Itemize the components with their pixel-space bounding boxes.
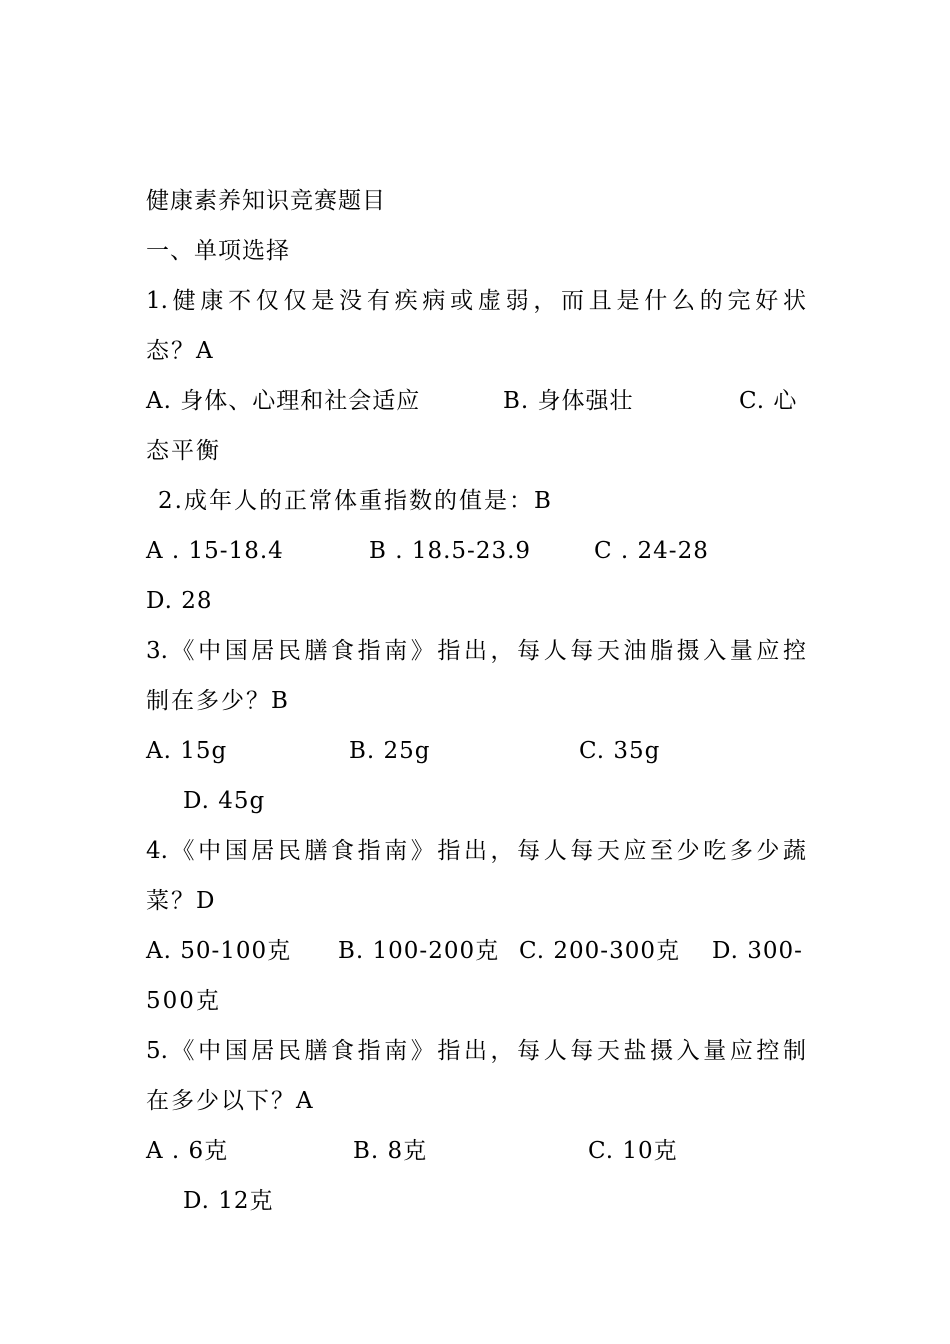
question-1-option-b: B. 身体强壮 xyxy=(503,388,634,414)
question-1-option-c: C. 心 xyxy=(739,388,798,414)
question-4-option-d: D. 300- xyxy=(712,938,803,964)
question-3-option-b: B. 25g xyxy=(349,738,431,764)
question-5-text: 5.《中国居民膳食指南》指出，每人每天盐摄入量应控制 xyxy=(146,1038,806,1064)
question-2-option-a: A . 15-18.4 xyxy=(146,538,284,564)
question-3-option-a: A. 15g xyxy=(146,738,228,764)
section-heading: 一、单项选择 xyxy=(146,238,290,264)
question-4-option-b: B. 100-200克 xyxy=(338,938,500,964)
question-4-option-a: A. 50-100克 xyxy=(146,938,292,964)
question-2-option-d: D. 28 xyxy=(146,588,213,614)
question-2-option-c: C . 24-28 xyxy=(594,538,709,564)
question-5-option-c: C. 10克 xyxy=(588,1138,678,1164)
question-3-text-cont: 制在多少？B xyxy=(146,688,290,714)
question-5-option-b: B. 8克 xyxy=(353,1138,428,1164)
question-4-option-d-cont: 500克 xyxy=(146,988,221,1014)
question-4-text: 4.《中国居民膳食指南》指出，每人每天应至少吃多少蔬 xyxy=(146,838,806,864)
question-4-option-c: C. 200-300克 xyxy=(519,938,680,964)
question-1-text-cont: 态？A xyxy=(146,338,215,364)
document-title: 健康素养知识竞赛题目 xyxy=(146,188,386,214)
question-4-text-cont: 菜？D xyxy=(146,888,217,914)
question-3-text: 3.《中国居民膳食指南》指出，每人每天油脂摄入量应控 xyxy=(146,638,806,664)
question-2-option-b: B . 18.5-23.9 xyxy=(369,538,532,564)
question-2-text: 2.成年人的正常体重指数的值是：B xyxy=(158,488,553,514)
question-3-option-d: D. 45g xyxy=(183,788,266,814)
question-3-option-c: C. 35g xyxy=(579,738,661,764)
question-5-option-d: D. 12克 xyxy=(183,1188,274,1214)
question-1-text: 1.健康不仅仅是没有疾病或虚弱，而且是什么的完好状 xyxy=(146,288,806,314)
question-5-text-cont: 在多少以下？A xyxy=(146,1088,315,1114)
question-1-option-c-cont: 态平衡 xyxy=(146,438,221,464)
question-5-option-a: A . 6克 xyxy=(146,1138,229,1164)
question-1-option-a: A. 身体、心理和社会适应 xyxy=(146,388,421,414)
